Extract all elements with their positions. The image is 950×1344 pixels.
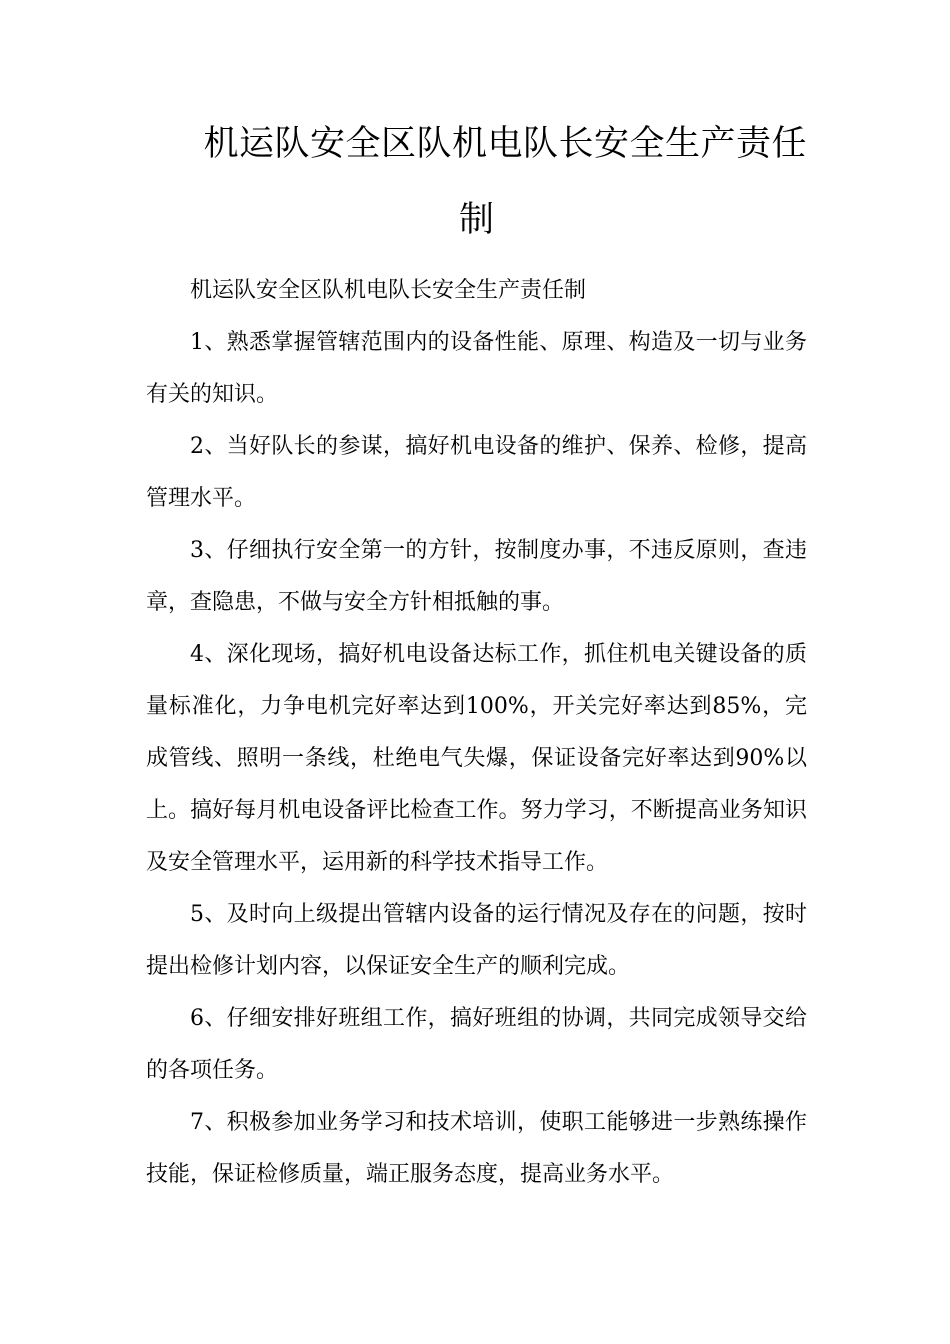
- document-subtitle: 机运队安全区队机电队长安全生产责任制: [190, 278, 587, 303]
- document-title-continuation: 制: [458, 200, 494, 240]
- list-item: 2、当好队长的参谋，搞好机电设备的维护、保养、检修，提高管理水平。: [146, 434, 807, 511]
- list-item: 3、仔细执行安全第一的方针，按制度办事，不违反原则，查违章，查隐患，不做与安全方针相抵触的事。: [146, 538, 807, 615]
- document-title: 机运队安全区队机电队长安全生产责任: [203, 124, 807, 164]
- document-body: [146, 265, 807, 1201]
- list-item: 4、深化现场，搞好机电设备达标工作，抓住机电关键设备的质量标准化，力争电机完好率达到100%，开关完好率达到85%，完成管线、照明一条线，杜绝电气失爆，保证设备完好率达到90%以上。搞好每月机电设备评比检查工作。努力学习，不断提高业务知识及安全管理水平，运用新的科学技术指导工作。: [146, 642, 807, 875]
- list-item: 1、熟悉掌握管辖范围内的设备性能、原理、构造及一切与业务有关的知识。: [146, 330, 807, 407]
- list-item: 5、及时向上级提出管辖内设备的运行情况及存在的问题，按时提出检修计划内容，以保证安全生产的顺利完成。: [146, 902, 807, 979]
- list-item: 6、仔细安排好班组工作，搞好班组的协调，共同完成领导交给的各项任务。: [146, 1006, 807, 1083]
- list-item: 7、积极参加业务学习和技术培训，使职工能够进一步熟练操作技能，保证检修质量，端正服务态度，提高业务水平。: [146, 1110, 807, 1187]
